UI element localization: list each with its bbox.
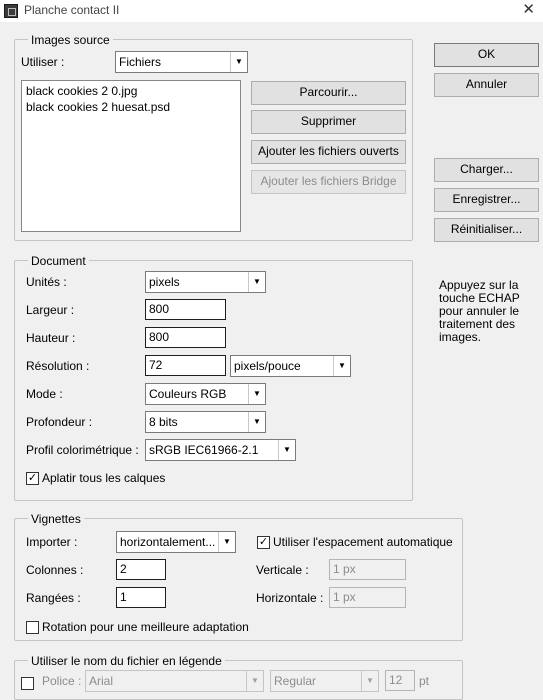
columns-field[interactable]: 2 xyxy=(116,559,166,580)
font-size-unit: pt xyxy=(419,674,430,688)
height-field[interactable]: 800 xyxy=(145,327,226,348)
add-open-files-button[interactable]: Ajouter les fichiers ouverts xyxy=(251,140,406,164)
chevron-down-icon: ▼ xyxy=(246,671,263,691)
browse-button[interactable]: Parcourir... xyxy=(251,81,406,105)
list-item[interactable]: black cookies 2 huesat.psd xyxy=(26,100,171,114)
mode-label: Mode : xyxy=(26,387,63,401)
chevron-down-icon: ▼ xyxy=(278,440,295,460)
rotate-label: Rotation pour une meilleure adaptation xyxy=(42,620,249,634)
auto-spacing-label: Utiliser l'espacement automatique xyxy=(273,535,453,549)
document-group xyxy=(14,260,413,501)
reset-button[interactable]: Réinitialiser... xyxy=(434,218,539,242)
cancel-button[interactable]: Annuler xyxy=(434,73,539,97)
chevron-down-icon: ▼ xyxy=(248,384,265,404)
chevron-down-icon: ▼ xyxy=(230,52,247,72)
close-icon[interactable]: ✕ xyxy=(522,1,535,18)
depth-label: Profondeur : xyxy=(26,415,93,429)
save-button[interactable]: Enregistrer... xyxy=(434,188,539,212)
units-label: Unités : xyxy=(26,275,67,289)
units-select[interactable] xyxy=(145,271,266,293)
mode-select[interactable] xyxy=(145,383,266,405)
resolution-label: Résolution : xyxy=(26,359,90,373)
import-label: Importer : xyxy=(26,535,78,549)
chevron-down-icon: ▼ xyxy=(218,532,235,552)
remove-button[interactable]: Supprimer xyxy=(251,110,406,134)
import-select-value: horizontalement... xyxy=(120,535,216,549)
ok-button[interactable]: OK xyxy=(434,43,539,67)
flatten-label: Aplatir tous les calques xyxy=(42,471,166,485)
list-item[interactable]: black cookies 2 0.jpg xyxy=(26,84,138,98)
file-list[interactable] xyxy=(21,80,241,232)
add-bridge-files-button[interactable]: Ajouter les fichiers Bridge xyxy=(251,170,406,194)
load-button[interactable]: Charger... xyxy=(434,158,539,182)
use-label: Utiliser : xyxy=(21,55,65,69)
document-legend: Document xyxy=(28,254,89,268)
font-select-value: Arial xyxy=(89,674,114,688)
depth-select-value: 8 bits xyxy=(149,415,178,429)
mode-select-value: Couleurs RGB xyxy=(149,387,227,401)
caption-checkbox[interactable] xyxy=(21,677,34,690)
escape-hint: Appuyez sur la touche ECHAP pour annuler le traitement des images. xyxy=(439,278,520,344)
import-select[interactable] xyxy=(116,531,236,553)
height-label: Hauteur : xyxy=(26,331,76,345)
flatten-checkbox[interactable]: ✓ xyxy=(27,472,38,484)
font-style-select[interactable] xyxy=(270,670,379,692)
font-label: Police : xyxy=(42,674,82,688)
columns-label: Colonnes : xyxy=(26,563,84,577)
resolution-unit-select[interactable] xyxy=(230,355,351,377)
rotate-checkbox[interactable] xyxy=(26,621,39,634)
chevron-down-icon: ▼ xyxy=(248,272,265,292)
thumbnails-legend: Vignettes xyxy=(28,512,84,526)
profile-select[interactable] xyxy=(145,439,296,461)
rows-label: Rangées : xyxy=(26,591,81,605)
horizontal-label: Horizontale : xyxy=(256,591,324,605)
depth-select[interactable] xyxy=(145,411,266,433)
chevron-down-icon: ▼ xyxy=(361,671,378,691)
vertical-field[interactable]: 1 px xyxy=(329,559,406,580)
caption-legend: Utiliser le nom du fichier en légende xyxy=(28,654,225,668)
window-title: Planche contact II xyxy=(24,3,120,17)
chevron-down-icon: ▼ xyxy=(333,356,350,376)
horizontal-field[interactable]: 1 px xyxy=(329,587,406,608)
resolution-unit-value: pixels/pouce xyxy=(234,359,301,373)
profile-select-value: sRGB IEC61966-2.1 xyxy=(149,443,259,457)
chevron-down-icon: ▼ xyxy=(248,412,265,432)
profile-label: Profil colorimétrique : xyxy=(26,443,139,457)
units-select-value: pixels xyxy=(149,275,180,289)
resolution-field[interactable]: 72 xyxy=(145,355,226,376)
use-select-value: Fichiers xyxy=(119,55,162,69)
auto-spacing-checkbox[interactable]: ✓ xyxy=(258,536,269,548)
rows-field[interactable]: 1 xyxy=(116,587,166,608)
source-legend: Images source xyxy=(28,33,113,47)
font-style-value: Regular xyxy=(274,674,317,688)
width-field[interactable]: 800 xyxy=(145,299,226,320)
width-label: Largeur : xyxy=(26,303,75,317)
font-select[interactable] xyxy=(85,670,264,692)
font-size-field[interactable]: 12 xyxy=(385,670,415,691)
vertical-label: Verticale : xyxy=(256,563,309,577)
use-select[interactable] xyxy=(115,51,248,73)
app-icon xyxy=(4,4,18,18)
